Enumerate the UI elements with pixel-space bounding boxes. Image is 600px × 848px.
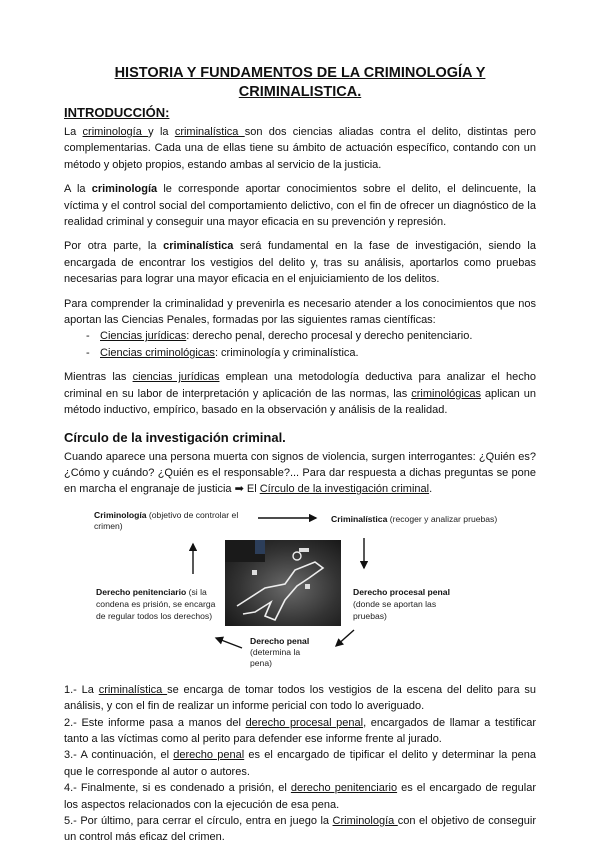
step-paragraph bbox=[64, 715, 536, 748]
bold-term: criminalística bbox=[163, 240, 234, 253]
text-run: aplican un método inductivo, empírico, basado en la observación y análisis de la realidad. bbox=[64, 387, 536, 417]
text-run: A la bbox=[64, 183, 92, 196]
text-run: Para comprender la criminalidad y prevenirla es necesario atender a los conocimientos que nos aportan las Ciencias Penales, formadas por las siguientes ramas científicas: bbox=[64, 297, 536, 327]
underlined-term: criminología bbox=[82, 126, 149, 138]
underlined-term: Ciencias criminológicas bbox=[100, 346, 215, 359]
document-page bbox=[64, 64, 536, 846]
text-run: 4.- Finalmente, si es condenado a prisión, el bbox=[64, 782, 291, 795]
text-run: 5.- Por último, para cerrar el círculo, entra en juego la bbox=[64, 814, 333, 827]
underlined-term: ciencias jurídicas bbox=[132, 371, 220, 384]
underlined-term: derecho penal bbox=[173, 749, 245, 762]
text-run: se encarga de tomar todos los vestigios de la escena del delito para su análisis, y con el fin de realizar un informe pericial con todo lo averiguado. bbox=[64, 683, 537, 713]
text-run: 2.- Este informe pasa a manos del bbox=[64, 716, 246, 729]
node-derecho-penal: Derecho penal (determina la pena) bbox=[250, 635, 310, 668]
paragraph bbox=[64, 181, 536, 230]
text-run: 3.- A continuación, el bbox=[64, 749, 174, 762]
step-paragraph bbox=[64, 682, 536, 715]
text-run: Por otra parte, la bbox=[64, 240, 164, 253]
arrow-up-left-icon bbox=[216, 638, 242, 648]
underlined-term: criminalística bbox=[98, 683, 168, 696]
paragraph bbox=[64, 369, 536, 418]
text-run: . bbox=[429, 483, 433, 496]
text-run: son dos ciencias aliadas contra el delito, distintas pero complementarias. Cada una de ellas tiene su ámbito de actuación específico, contando con un método y objeto propios, estando ambas al servicio de la justicia. bbox=[64, 126, 537, 171]
text-run: con el objetivo de conseguir un control más eficaz del crimen. bbox=[64, 814, 536, 844]
branches-list bbox=[64, 328, 536, 361]
node-derecho-procesal: Derecho procesal penal (donde se aportan las pruebas) bbox=[353, 586, 450, 621]
paragraph bbox=[64, 296, 536, 329]
text-run: será fundamental en la fase de investigación, siendo la encargada de encontrar los vestigios del delito y, tras su análisis, aportarlos como pruebas necesarias para lograr una mayor eficacia en el enjuiciamiento de los delitos. bbox=[64, 240, 536, 286]
arrow-down-left-icon bbox=[336, 630, 354, 646]
text-run: , encargados de llamar a testificar tanto a las víctimas como al perito para defender ese informe frente al jurado. bbox=[64, 716, 536, 745]
section-heading: Círculo de la investigación criminal. bbox=[64, 429, 286, 445]
text-run: : criminología y criminalística. bbox=[214, 346, 359, 359]
underlined-term: derecho procesal penal bbox=[245, 716, 364, 729]
text-run: es el encargado de regular los aspectos relacionados con la ejecución de esa pena. bbox=[64, 782, 536, 811]
text-run: Mientras las bbox=[64, 371, 133, 384]
intro-heading: INTRODUCCIÓN: bbox=[64, 105, 170, 120]
paragraph bbox=[64, 124, 536, 173]
cycle-arrows bbox=[64, 506, 536, 678]
text-run: : derecho penal, derecho procesal y derecho penitenciario. bbox=[186, 330, 473, 343]
text-run: y la bbox=[148, 126, 175, 138]
underlined-term: derecho penitenciario bbox=[290, 782, 398, 795]
step-paragraph bbox=[64, 813, 536, 846]
underlined-term: Criminología bbox=[332, 814, 398, 827]
node-criminologia: Criminología (objetivo de controlar el crimen) bbox=[94, 509, 239, 531]
text-run: le corresponde aportar conocimientos sobre el delito, el delincuente, la víctima y el control social del comportamiento delictivo, con el fin de ofrecer un diagnóstico de la realidad criminal y conseguir una mayor eficacia en su prevención y represión. bbox=[64, 183, 536, 229]
text-run: emplean una metodología deductiva para analizar el hecho criminal en su labor de interpretación y aplicación de las normas, las bbox=[64, 371, 537, 400]
text-run: La bbox=[64, 126, 83, 138]
step-paragraph bbox=[64, 747, 536, 780]
node-derecho-penitenciario: Derecho penitenciario (si la condena es prisión, se encarga de regular todos los derechos) bbox=[96, 586, 216, 621]
text-run: es el encargado de tipificar el delito y determinar la pena que le corresponde al autor o autores. bbox=[64, 749, 536, 778]
bold-term: criminología bbox=[91, 183, 158, 196]
investigation-circle-diagram bbox=[64, 506, 536, 678]
underlined-term: criminológicas bbox=[411, 387, 481, 400]
paragraph bbox=[64, 449, 536, 498]
list-item bbox=[86, 345, 536, 361]
step-paragraph bbox=[64, 780, 536, 813]
list-item bbox=[86, 328, 536, 344]
underlined-term: Círculo de la investigación criminal bbox=[259, 483, 430, 496]
text-run: Cuando aparece una persona muerta con signos de violencia, surgen interrogantes: ¿Quién es? ¿Cómo y cuándo? ¿Quién es el responsable?... Para dar respuesta a dichas preguntas se pone en marcha el engranaje de justicia ➡ El bbox=[64, 450, 536, 496]
underlined-term: Ciencias jurídicas bbox=[100, 330, 187, 343]
node-criminalistica: Criminalística (recoger y analizar pruebas) bbox=[331, 513, 498, 524]
document-title: HISTORIA Y FUNDAMENTOS DE LA CRIMINOLOGÍA Y CRIMINALISTICA. bbox=[114, 65, 486, 100]
text-run: 1.- La bbox=[64, 683, 99, 696]
paragraph bbox=[64, 238, 536, 287]
underlined-term: criminalística bbox=[174, 126, 245, 138]
